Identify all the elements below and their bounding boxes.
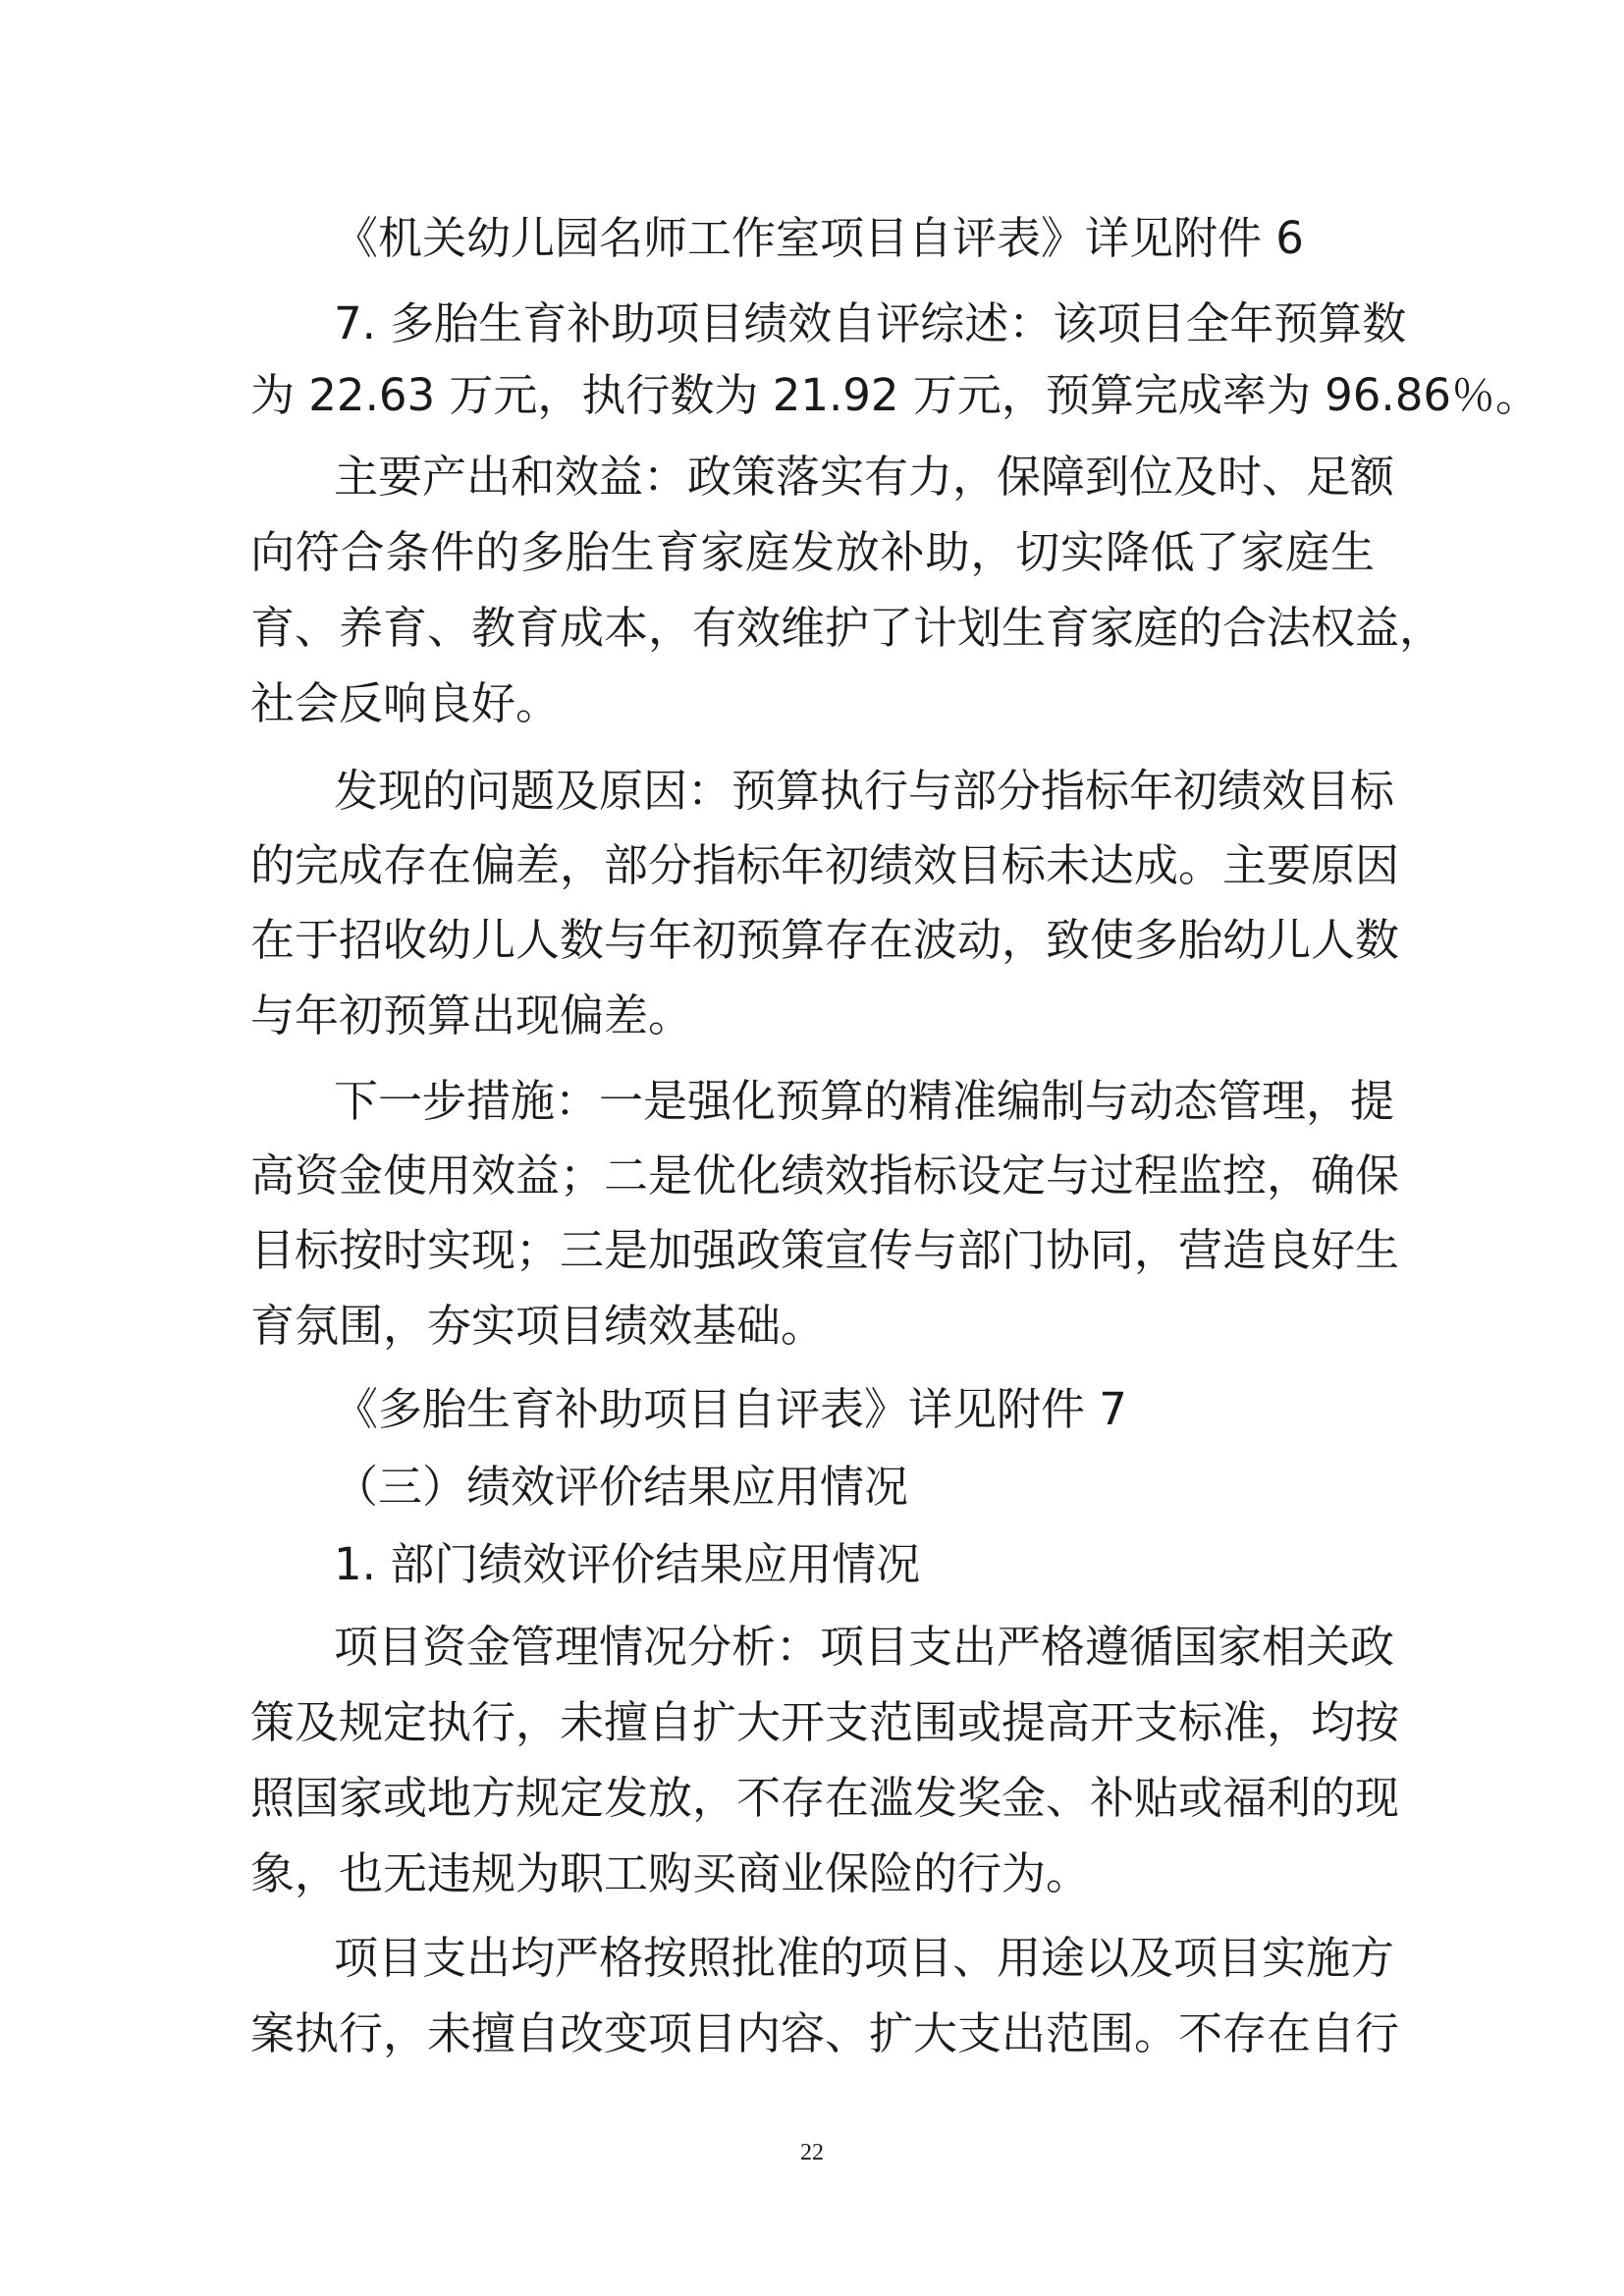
section-heading-results-application: （三）绩效评价结果应用情况 xyxy=(334,1461,909,1513)
text-line-funds-heading: 项目资金管理情况分析：项目支出严格遵循国家相关政 xyxy=(334,1621,1395,1673)
text-line-problems-4: 与年初预算出现偏差。 xyxy=(250,989,693,1041)
text-line-problems-heading: 发现的问题及原因：预算执行与部分指标年初绩效目标 xyxy=(334,765,1395,817)
text-line-outputs-heading: 主要产出和效益：政策落实有力，保障到位及时、足额 xyxy=(334,451,1395,503)
text-line-attachment-6: 《机关幼儿园名师工作室项目自评表》详见附件 6 xyxy=(334,212,1304,264)
text-line-expenditure-1: 项目支出均严格按照批准的项目、用途以及项目实施方 xyxy=(334,1932,1395,1984)
page-number: 22 xyxy=(800,2140,824,2165)
text-line-outputs-3: 育、养育、教育成本，有效维护了计划生育家庭的合法权益， xyxy=(250,602,1444,654)
text-line-funds-4: 象，也无违规为职工购买商业保险的行为。 xyxy=(250,1847,1091,1899)
text-line-measures-3: 目标按时实现；三是加强政策宣传与部门协同，营造良好生 xyxy=(250,1224,1400,1276)
text-line-attachment-7: 《多胎生育补助项目自评表》详见附件 7 xyxy=(334,1383,1127,1435)
text-line-funds-3: 照国家或地方规定发放，不存在滥发奖金、补贴或福利的现 xyxy=(250,1772,1400,1824)
text-line-problems-2: 的完成存在偏差，部分指标年初绩效目标未达成。主要原因 xyxy=(250,839,1400,891)
text-line-expenditure-2: 案执行，未擅自改变项目内容、扩大支出范围。不存在自行 xyxy=(250,2007,1400,2059)
text-line-outputs-4: 社会反响良好。 xyxy=(250,677,561,729)
text-line-funds-2: 策及规定执行，未擅自扩大开支范围或提高开支标准，均按 xyxy=(250,1696,1400,1748)
text-line-budget-figures: 为 22.63 万元，执行数为 21.92 万元，预算完成率为 96.86％。 xyxy=(250,369,1540,421)
text-line-item-7-heading: 7. 多胎生育补助项目绩效自评综述：该项目全年预算数 xyxy=(334,297,1407,349)
text-line-measures-4: 育氛围，夯实项目绩效基础。 xyxy=(250,1300,826,1352)
text-line-measures-2: 高资金使用效益；二是优化绩效指标设定与过程监控，确保 xyxy=(250,1149,1400,1201)
text-line-problems-3: 在于招收幼儿人数与年初预算存在波动，致使多胎幼儿人数 xyxy=(250,914,1400,966)
subsection-heading-dept-results: 1. 部门绩效评价结果应用情况 xyxy=(334,1538,921,1590)
text-line-outputs-2: 向符合条件的多胎生育家庭发放补助，切实降低了家庭生 xyxy=(250,526,1375,578)
text-line-measures-heading: 下一步措施：一是强化预算的精准编制与动态管理，提 xyxy=(334,1075,1395,1127)
